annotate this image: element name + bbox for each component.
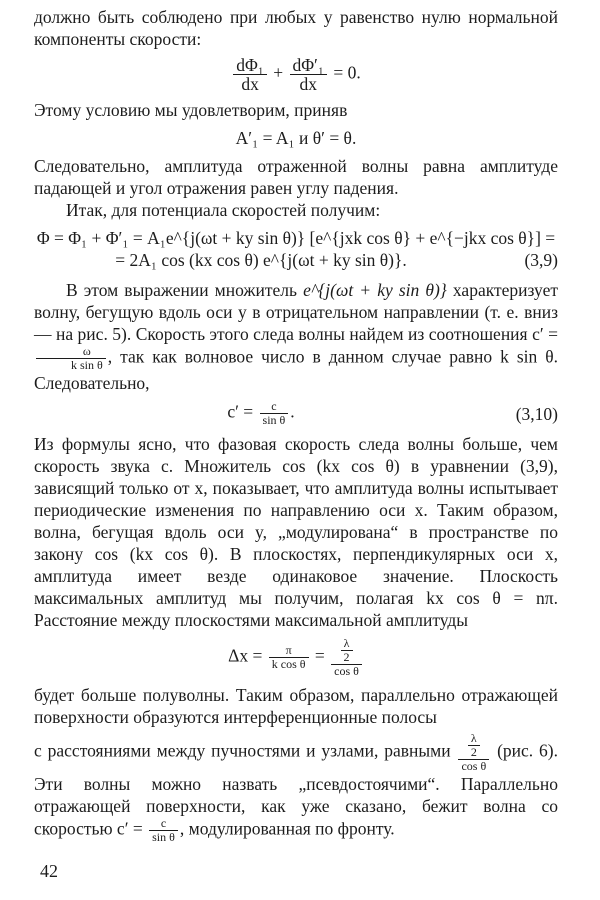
fraction: $\frac{\frac{\lambda}{2}}{\text{cos θ}}$ [458,732,489,773]
paragraph-2: Этому условию мы удовлетворим, приняв [34,100,348,120]
paragraph-7: будет больше полуволны. Таким образом, параллельно отражающей поверхности образуются интерференционные полосы [34,685,558,727]
formula-amplitude-equality: A′₁ = A₁ и θ′ = θ. [235,128,357,148]
fraction: $\frac{\text{dΦ′₁}}{dx}$ [290,56,327,93]
paragraph-1: должно быть соблюдено при любых y равенство нулю нормальной компоненты скорости: [34,7,558,49]
formula-delta-x: Δx = $\frac{\pi}{\text{k cos θ}}$ = $\frac{\frac{\lambda}{2}}{\text{cos θ}}$ [34,637,558,678]
paragraph-6: Из формулы ясно, что фазовая скорость следа волны больше, чем скорость звука c. Множитель cos (kx cos θ) в уравнении (3,9), зависящий только от x, показывает, что амплитуда волны испытывает периодические изменения по направлению оси x. Таким образом, волна, бегущая вдоль оси y, „модулирована“ в пространстве по закону cos (kx cos θ). В плоскостях, перпендикулярных оси x, амплитуда имеет везде одинаковое значение. Плоскость максимальных амплитуд мы получим, полагая kx cos θ = nπ. Расстояние между плоскостями максимальной амплитуды [34,434,558,630]
equation-number: (3,9) [524,250,558,270]
fraction: $\frac{c}{\text{sin θ}}$ [260,400,289,427]
fraction: $\frac{\pi}{\text{k cos θ}}$ [269,644,309,671]
paragraph-3: Следовательно, амплитуда отраженной волны равна амплитуде падающей и угол отражения равен углу падения. [34,156,558,198]
formula-velocity-potential: Φ = Φ₁ + Φ′₁ = A₁e^{j(ωt + ky sin θ)} [e^{jxk cos θ} + e^{−jkx cos θ}] = = 2A₁ cos (kx cos θ) e^{j(ωt + ky sin θ)}. (3,9) [36,228,558,270]
paragraph-8: с расстояниями между пучностями и узлами, равными $\frac{\frac{\lambda}{2}}{\text{cos θ}}$ (рис. 6). Эти волны можно назвать „псевдостоячими“. Параллельно отражающей поверхности, как уже сказано, бежит волна со скоростью c′ = $\frac{c}{\text{sin θ}}$ , модулированная по фронту. [34,731,558,844]
formula-derivative-sum: $\frac{\text{dΦ₁}}{dx}$ + $\frac{\text{dΦ′₁}}{dx}$ = 0. [34,56,558,93]
fraction: $\frac{c}{\text{sin θ}}$ [149,817,178,844]
paragraph-5: В этом выражении множитель e^{j(ωt + ky sin θ)} характеризует волну, бегущую вдоль оси y в отрицательном направлении (т. е. вниз — на рис. 5). Скорость этого следа волны найдем из соотношения c′ = $\frac{\omega}{\text{k sin θ}}$ , так как волновое число в данном случае равно k sin θ. Следовательно, [34,280,559,393]
fraction: $\frac{\frac{\lambda}{2}}{\text{cos θ}}$ [331,637,362,678]
formula-trace-speed: c′ = $\frac{c}{\text{sin θ}}$ . (3,10) [227,399,558,427]
page-number: 42 [40,861,58,881]
fraction: $\frac{\omega}{\text{k sin θ}}$ [36,345,106,372]
equation-number: (3,10) [515,403,558,424]
fraction: $\frac{\text{dΦ₁}}{dx}$ [233,56,267,93]
paragraph-4: Итак, для потенциала скоростей получим: [66,200,381,220]
page-body [34,6,558,844]
